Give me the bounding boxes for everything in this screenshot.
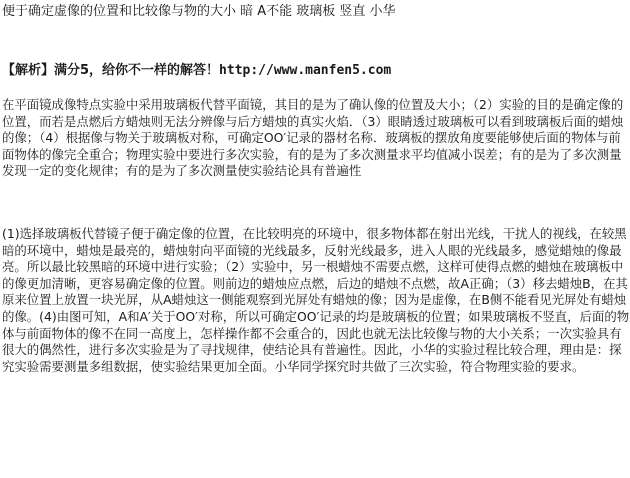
analysis-paragraph-1: 在平面镜成像特点实验中采用玻璃板代替平面镜，其目的是为了确认像的位置及大小；（2）实验的目的是确定像的位置，而若是点燃后方蜡烛则无法分辨像与后方蜡烛的真实火焰．（3）眼睛透过玻璃板可以看到玻璃板后面的蜡烛的像；（4）根据像与物关于玻璃板对称，可确定OO′记录的器材名称．玻璃板的摆放角度要能够使后面的物体与前面物体的像完全重合；物理实验中要进行多次实验，有的是为了多次测量求平均值减小误差；有的是为了多次测量发现一定的变化规律；有的是为了多次测量使实验结论具有普遍性 <box>2 97 624 179</box>
answer-line: 便于确定虚像的位置和比较像与物的大小 暗 A不能 玻璃板 竖直 小华 <box>2 4 396 19</box>
source-url[interactable]: http://www.manfen5.com <box>219 63 392 78</box>
analysis-header <box>2 63 391 79</box>
analysis-label: 【解析】满分5，给你不一样的解答！ <box>2 63 220 78</box>
analysis-paragraph-2: (1)选择玻璃板代替镜子便于确定像的位置，在比较明亮的环境中，很多物体都在射出光线，干扰人的视线，在较黑暗的环境中，蜡烛是最亮的，蜡烛射向平面镜的光线最多，反射光线最多，进入人眼的光线最多，感觉蜡烛的像最亮。所以最比较黑暗的环境中进行实验；（2）实验中，另一根蜡烛不需要点燃，这样可使得点燃的蜡烛在玻璃板中的像更加清晰，更容易确定像的位置。则前边的蜡烛应点燃，后边的蜡烛不点燃，故A正确；（3）移去蜡烛B，在其原来位置上放置一块光屏，从A蜡烛这一侧能观察到光屏处有蜡烛的像；因为是虚像，在B侧不能看见光屏处有蜡烛的像。(4)由图可知，A和A′关于OO′对称，所以可确定OO′记录的均是玻璃板的位置；如果玻璃板不竖直，后面的物体与前面物体的像不在同一高度上，怎样操作都不会重合的，因此也就无法比较像与物的大小关系；一次实验具有很大的偶然性，进行多次实验是为了寻找规律，使结论具有普遍性。因此，小华的实验过程比较合理，理由是：探究实验需要测量多组数据，使实验结果更加全面。小华同学探究时共做了三次实验，符合物理实验的要求。 <box>2 226 630 374</box>
